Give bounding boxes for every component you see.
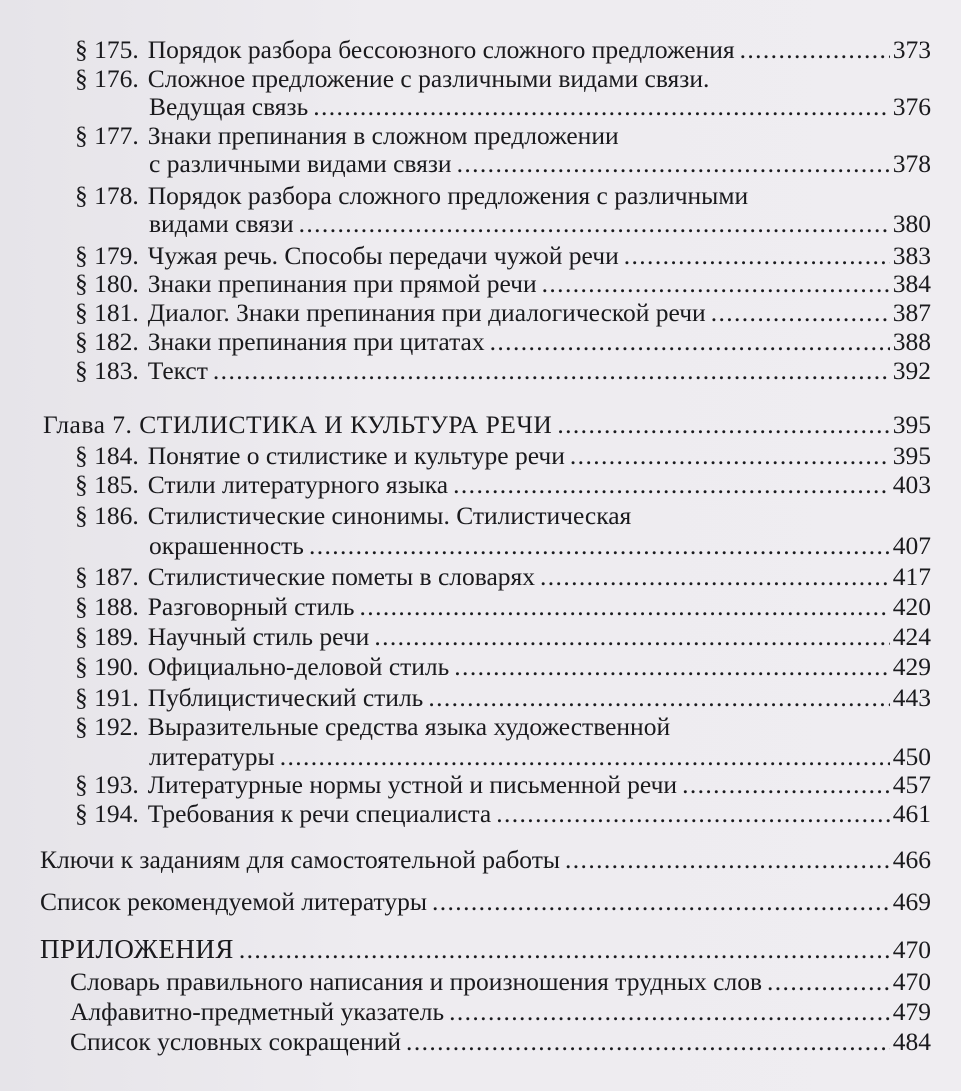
leader-dots — [740, 36, 890, 64]
section-number: § 186. — [75, 501, 139, 530]
leader-dots — [449, 998, 890, 1026]
page-number: 450 — [892, 742, 931, 771]
section-title: Стили литературного языка — [147, 470, 449, 499]
toc-entry-193 — [75, 771, 931, 799]
section-title-cont: окрашенность — [149, 531, 304, 560]
section-title: Диалог. Знаки препинания при диалогической речи — [147, 298, 706, 327]
section-number: § 194. — [75, 799, 139, 828]
toc-entry-index — [70, 998, 931, 1026]
section-number: § 190. — [75, 652, 139, 681]
section-title: Научный стиль речи — [147, 622, 370, 651]
section-title: Сложное предложение с различными видами связи. — [147, 64, 710, 93]
page-number: 420 — [892, 592, 931, 621]
toc-entry-194 — [75, 800, 931, 828]
toc-chapter-7 — [43, 411, 931, 439]
section-number: § 192. — [75, 712, 139, 741]
toc-entry-dictionary — [70, 968, 931, 996]
page-number: 388 — [892, 327, 931, 356]
section-number: § 175. — [75, 35, 139, 64]
section-number: § 184. — [75, 441, 139, 470]
chapter-title: Глава 7. СТИЛИСТИКА И КУЛЬТУРА РЕЧИ — [43, 410, 553, 439]
toc-entry-190 — [75, 653, 931, 681]
toc-entry-176-cont — [149, 93, 931, 121]
section-title: Чужая речь. Способы передачи чужой речи — [147, 241, 619, 270]
section-title-cont: видами связи — [149, 209, 294, 238]
leader-dots — [453, 471, 890, 499]
section-title: Стилистические пометы в словарях — [147, 562, 535, 591]
section-title: ПРИЛОЖЕНИЯ — [40, 934, 234, 964]
section-number: § 187. — [75, 562, 139, 591]
page-number: 376 — [892, 92, 931, 121]
section-number: § 178. — [75, 181, 139, 210]
toc-entry-answer-keys — [40, 846, 931, 874]
section-title: Алфавитно-предметный указатель — [70, 997, 445, 1026]
section-number: § 191. — [75, 683, 139, 712]
leader-dots — [406, 1028, 890, 1056]
section-title: Словарь правильного написания и произношения трудных слов — [70, 967, 762, 996]
toc-entry-183 — [75, 357, 931, 385]
leader-dots — [432, 888, 890, 916]
toc-entry-178 — [75, 182, 931, 210]
toc-entry-literature — [40, 888, 931, 916]
section-title: Выразительные средства языка художественной — [147, 712, 671, 741]
page-number: 484 — [892, 1027, 931, 1056]
toc-entry-175 — [75, 36, 931, 64]
page-number: 373 — [892, 35, 931, 64]
toc-entry-186-cont — [149, 532, 931, 560]
section-number: § 183. — [75, 356, 139, 385]
section-number: § 182. — [75, 327, 139, 356]
toc-entry-188 — [75, 593, 931, 621]
page-number: 461 — [892, 799, 931, 828]
page-number: 443 — [892, 683, 931, 712]
page-number: 479 — [892, 997, 931, 1026]
leader-dots — [313, 93, 890, 121]
section-number: § 188. — [75, 592, 139, 621]
leader-dots — [767, 968, 890, 996]
section-title: Список условных сокращений — [70, 1027, 402, 1056]
toc-entry-191 — [75, 684, 931, 712]
toc-entry-180 — [75, 270, 931, 298]
toc-entry-177 — [75, 122, 931, 150]
toc-entry-181 — [75, 299, 931, 327]
page-number: 387 — [892, 298, 931, 327]
leader-dots — [496, 800, 890, 828]
page-number: 383 — [892, 241, 931, 270]
page-number: 392 — [892, 356, 931, 385]
toc-entry-184 — [75, 442, 931, 470]
leader-dots — [457, 150, 890, 178]
page-number: 469 — [892, 887, 931, 916]
toc-entry-186 — [75, 502, 931, 530]
toc-entry-182 — [75, 328, 931, 356]
section-title: Порядок разбора сложного предложения с различными — [147, 181, 749, 210]
leader-dots — [540, 563, 890, 591]
leader-dots — [239, 936, 890, 964]
section-title: Публицистический стиль — [147, 683, 424, 712]
toc-entry-appendices — [40, 935, 931, 963]
leader-dots — [624, 242, 890, 270]
leader-dots — [360, 593, 890, 621]
page-number: 378 — [892, 149, 931, 178]
section-title: Знаки препинания при прямой речи — [147, 269, 537, 298]
section-title-cont: литературы — [149, 742, 275, 771]
page-number: 457 — [892, 770, 931, 799]
section-number: § 176. — [75, 64, 139, 93]
page-number: 417 — [892, 562, 931, 591]
section-title: Литературные нормы устной и письменной речи — [147, 770, 678, 799]
section-title: Список рекомендуемой литературы — [40, 887, 427, 916]
section-title: Знаки препинания в сложном предложении — [147, 121, 619, 150]
leader-dots — [428, 684, 889, 712]
section-title-cont: Ведущая связь — [149, 92, 309, 121]
page-number: 470 — [892, 967, 931, 996]
leader-dots — [213, 357, 890, 385]
page-number: 384 — [892, 269, 931, 298]
section-number: § 177. — [75, 121, 139, 150]
page-number: 403 — [892, 470, 931, 499]
page-number: 407 — [892, 531, 931, 560]
page-number: 395 — [892, 410, 931, 439]
toc-entry-185 — [75, 471, 931, 499]
section-title: Текст — [147, 356, 208, 385]
section-title: Разговорный стиль — [147, 592, 355, 621]
leader-dots — [299, 210, 890, 238]
toc-entry-189 — [75, 623, 931, 651]
leader-dots — [542, 270, 890, 298]
leader-dots — [570, 442, 890, 470]
toc-entry-178-cont — [149, 210, 931, 238]
page-number: 424 — [892, 622, 931, 651]
section-title: Порядок разбора бессоюзного сложного предложения — [147, 35, 735, 64]
section-number: § 189. — [75, 622, 139, 651]
toc-entry-176 — [75, 65, 931, 93]
leader-dots — [280, 743, 890, 771]
page-number: 470 — [892, 935, 931, 964]
page-number: 466 — [892, 845, 931, 874]
section-title: Понятие о стилистике и культуре речи — [147, 441, 565, 470]
toc-entry-187 — [75, 563, 931, 591]
section-title: Требования к речи специалиста — [147, 799, 492, 828]
section-title-cont: с различными видами связи — [149, 149, 452, 178]
leader-dots — [565, 846, 890, 874]
page-number: 429 — [892, 652, 931, 681]
toc-entry-177-cont — [149, 150, 931, 178]
page-number: 380 — [892, 209, 931, 238]
leader-dots — [557, 411, 889, 439]
page-number: 395 — [892, 441, 931, 470]
section-number: § 179. — [75, 241, 139, 270]
leader-dots — [711, 299, 890, 327]
section-title: Официально-деловой стиль — [147, 652, 450, 681]
section-number: § 185. — [75, 470, 139, 499]
leader-dots — [309, 532, 890, 560]
leader-dots — [682, 771, 890, 799]
section-title: Ключи к заданиям для самостоятельной работы — [40, 845, 560, 874]
toc-entry-179 — [75, 242, 931, 270]
toc-entry-abbreviations — [70, 1028, 931, 1056]
section-number: § 181. — [75, 298, 139, 327]
section-title: Знаки препинания при цитатах — [147, 327, 485, 356]
section-number: § 180. — [75, 269, 139, 298]
section-title: Стилистические синонимы. Стилистическая — [147, 501, 632, 530]
toc-entry-192 — [75, 713, 931, 741]
leader-dots — [374, 623, 889, 651]
section-number: § 193. — [75, 770, 139, 799]
leader-dots — [490, 328, 890, 356]
leader-dots — [454, 653, 889, 681]
toc-entry-192-cont — [149, 743, 931, 771]
